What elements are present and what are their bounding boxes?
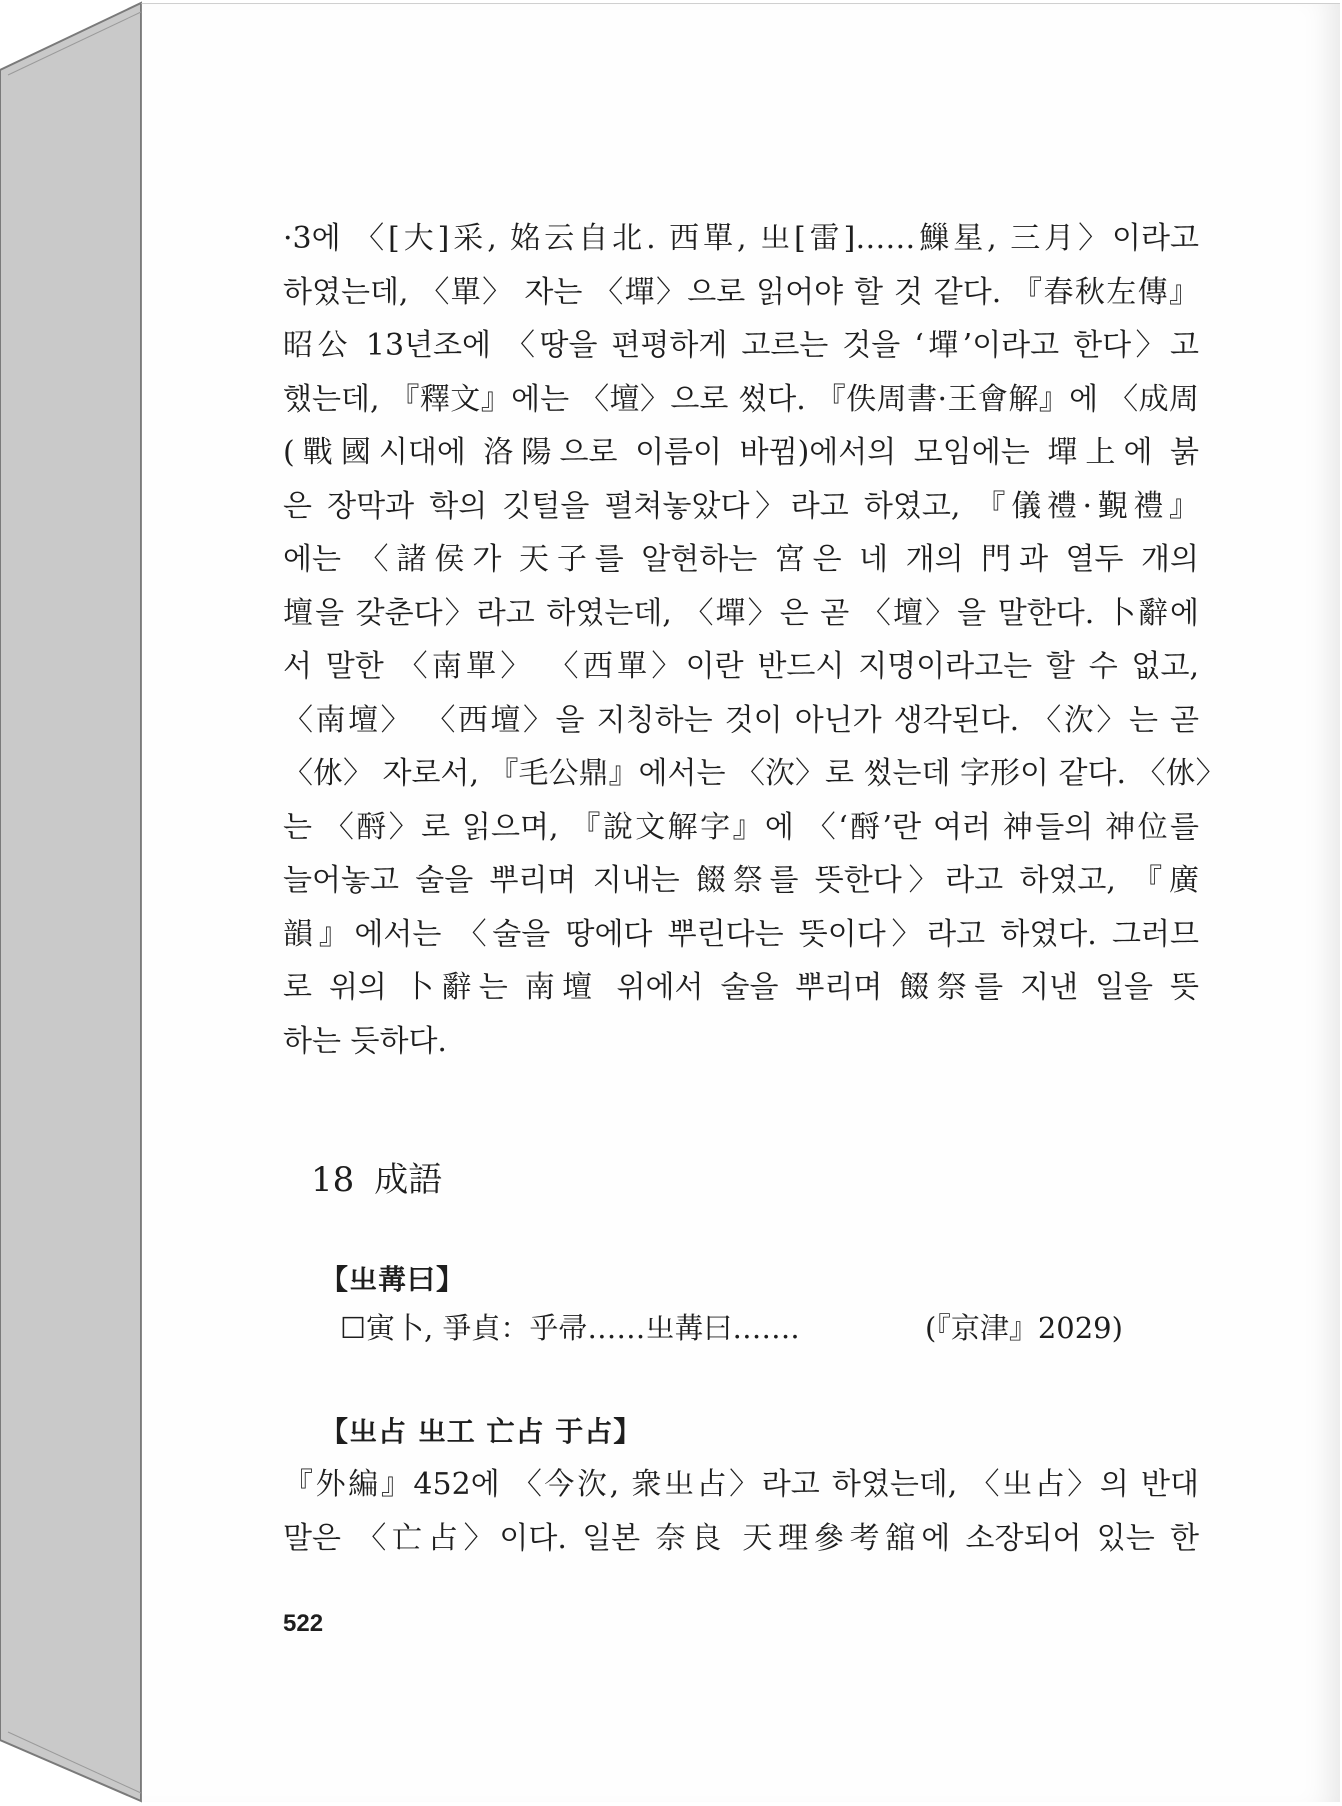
subheading: 【㞢占 㞢工 亡占 于占】 (320, 1415, 643, 1448)
example-text: ☐寅卜, 爭貞：乎帚……㞢冓曰……. (340, 1311, 800, 1345)
text-line: 로 위의 卜辭는 南壇 위에서 술을 뿌리며 餟祭를 지낸 일을 뜻 (283, 970, 1199, 1005)
text-line: 韻』에서는 〈술을 땅에다 뿌린다는 뜻이다〉라고 하였다. 그러므 (283, 916, 1199, 952)
text-line: 하는 듯하다. (283, 1023, 447, 1059)
text-line: 壇을 갖춘다〉라고 하였는데, 〈墠〉은 곧 〈壇〉을 말한다. 卜辭에 (283, 595, 1199, 631)
book-spine-edge (0, 0, 145, 1806)
section-heading (311, 1152, 442, 1201)
example-inscription (340, 1306, 1130, 1347)
text-line: ·3에 〈[大]采, 姳云自北. 西單, 㞢[雷]……䲃星, 三月〉이라고 (283, 221, 1199, 256)
text-line: 『外編』452에 〈今㳄, 衆㞢占〉라고 하였는데, 〈㞢占〉의 반대 (283, 1467, 1199, 1502)
section-title: 成語 (374, 1160, 443, 1200)
text-line: (戰國시대에 洛陽으로 이름이 바뀜)에서의 모임에는 墠上에 붉 (283, 435, 1199, 470)
text-line: 하였는데, 〈單〉 자는 〈墠〉으로 읽어야 할 것 같다. 『春秋左傳』 (283, 274, 1199, 310)
page-number: 522 (283, 1610, 324, 1637)
text-line: 늘어놓고 술을 뿌리며 지내는 餟祭를 뜻한다〉라고 하였고, 『廣 (283, 863, 1199, 898)
text-line: 서 말한 〈南單〉 〈西單〉이란 반드시 지명이라고는 할 수 없고, (283, 649, 1199, 684)
text-line: 〈南壇〉 〈西壇〉을 지칭하는 것이 아닌가 생각된다. 〈㳄〉는 곧 (283, 702, 1199, 738)
example-source: (『京津』2029) (925, 1311, 1123, 1345)
text-line: 했는데, 『釋文』에는 〈壇〉으로 썼다. 『佚周書·王會解』에 〈成周 (283, 381, 1199, 417)
text-line: 昭公 13년조에 〈땅을 편평하게 고르는 것을 ‘墠’이라고 한다〉고 (283, 328, 1199, 363)
subheading: 【㞢冓曰】 (320, 1263, 466, 1296)
body-paragraph (283, 212, 1226, 1068)
body-paragraph (283, 1458, 1199, 1565)
section-number: 18 (311, 1160, 355, 1200)
text-line: 에는 〈諸侯가 天子를 알현하는 宮은 네 개의 門과 열두 개의 (283, 542, 1199, 577)
text-line: 말은 〈亡占〉이다. 일본 奈良 天理參考舘에 소장되어 있는 한 (283, 1520, 1199, 1556)
text-line: 〈㲻〉 자로서, 『毛公鼎』에서는 〈㳄〉로 썼는데 字形이 같다. 〈㲻〉 (283, 756, 1226, 791)
text-line: 은 장막과 학의 깃털을 펼쳐놓았다〉라고 하였고, 『儀禮·覲禮』 (283, 488, 1199, 524)
text-line: 는 〈酹〉로 읽으며, 『說文解字』에 〈‘酹’란 여러 神들의 神位를 (283, 809, 1199, 845)
